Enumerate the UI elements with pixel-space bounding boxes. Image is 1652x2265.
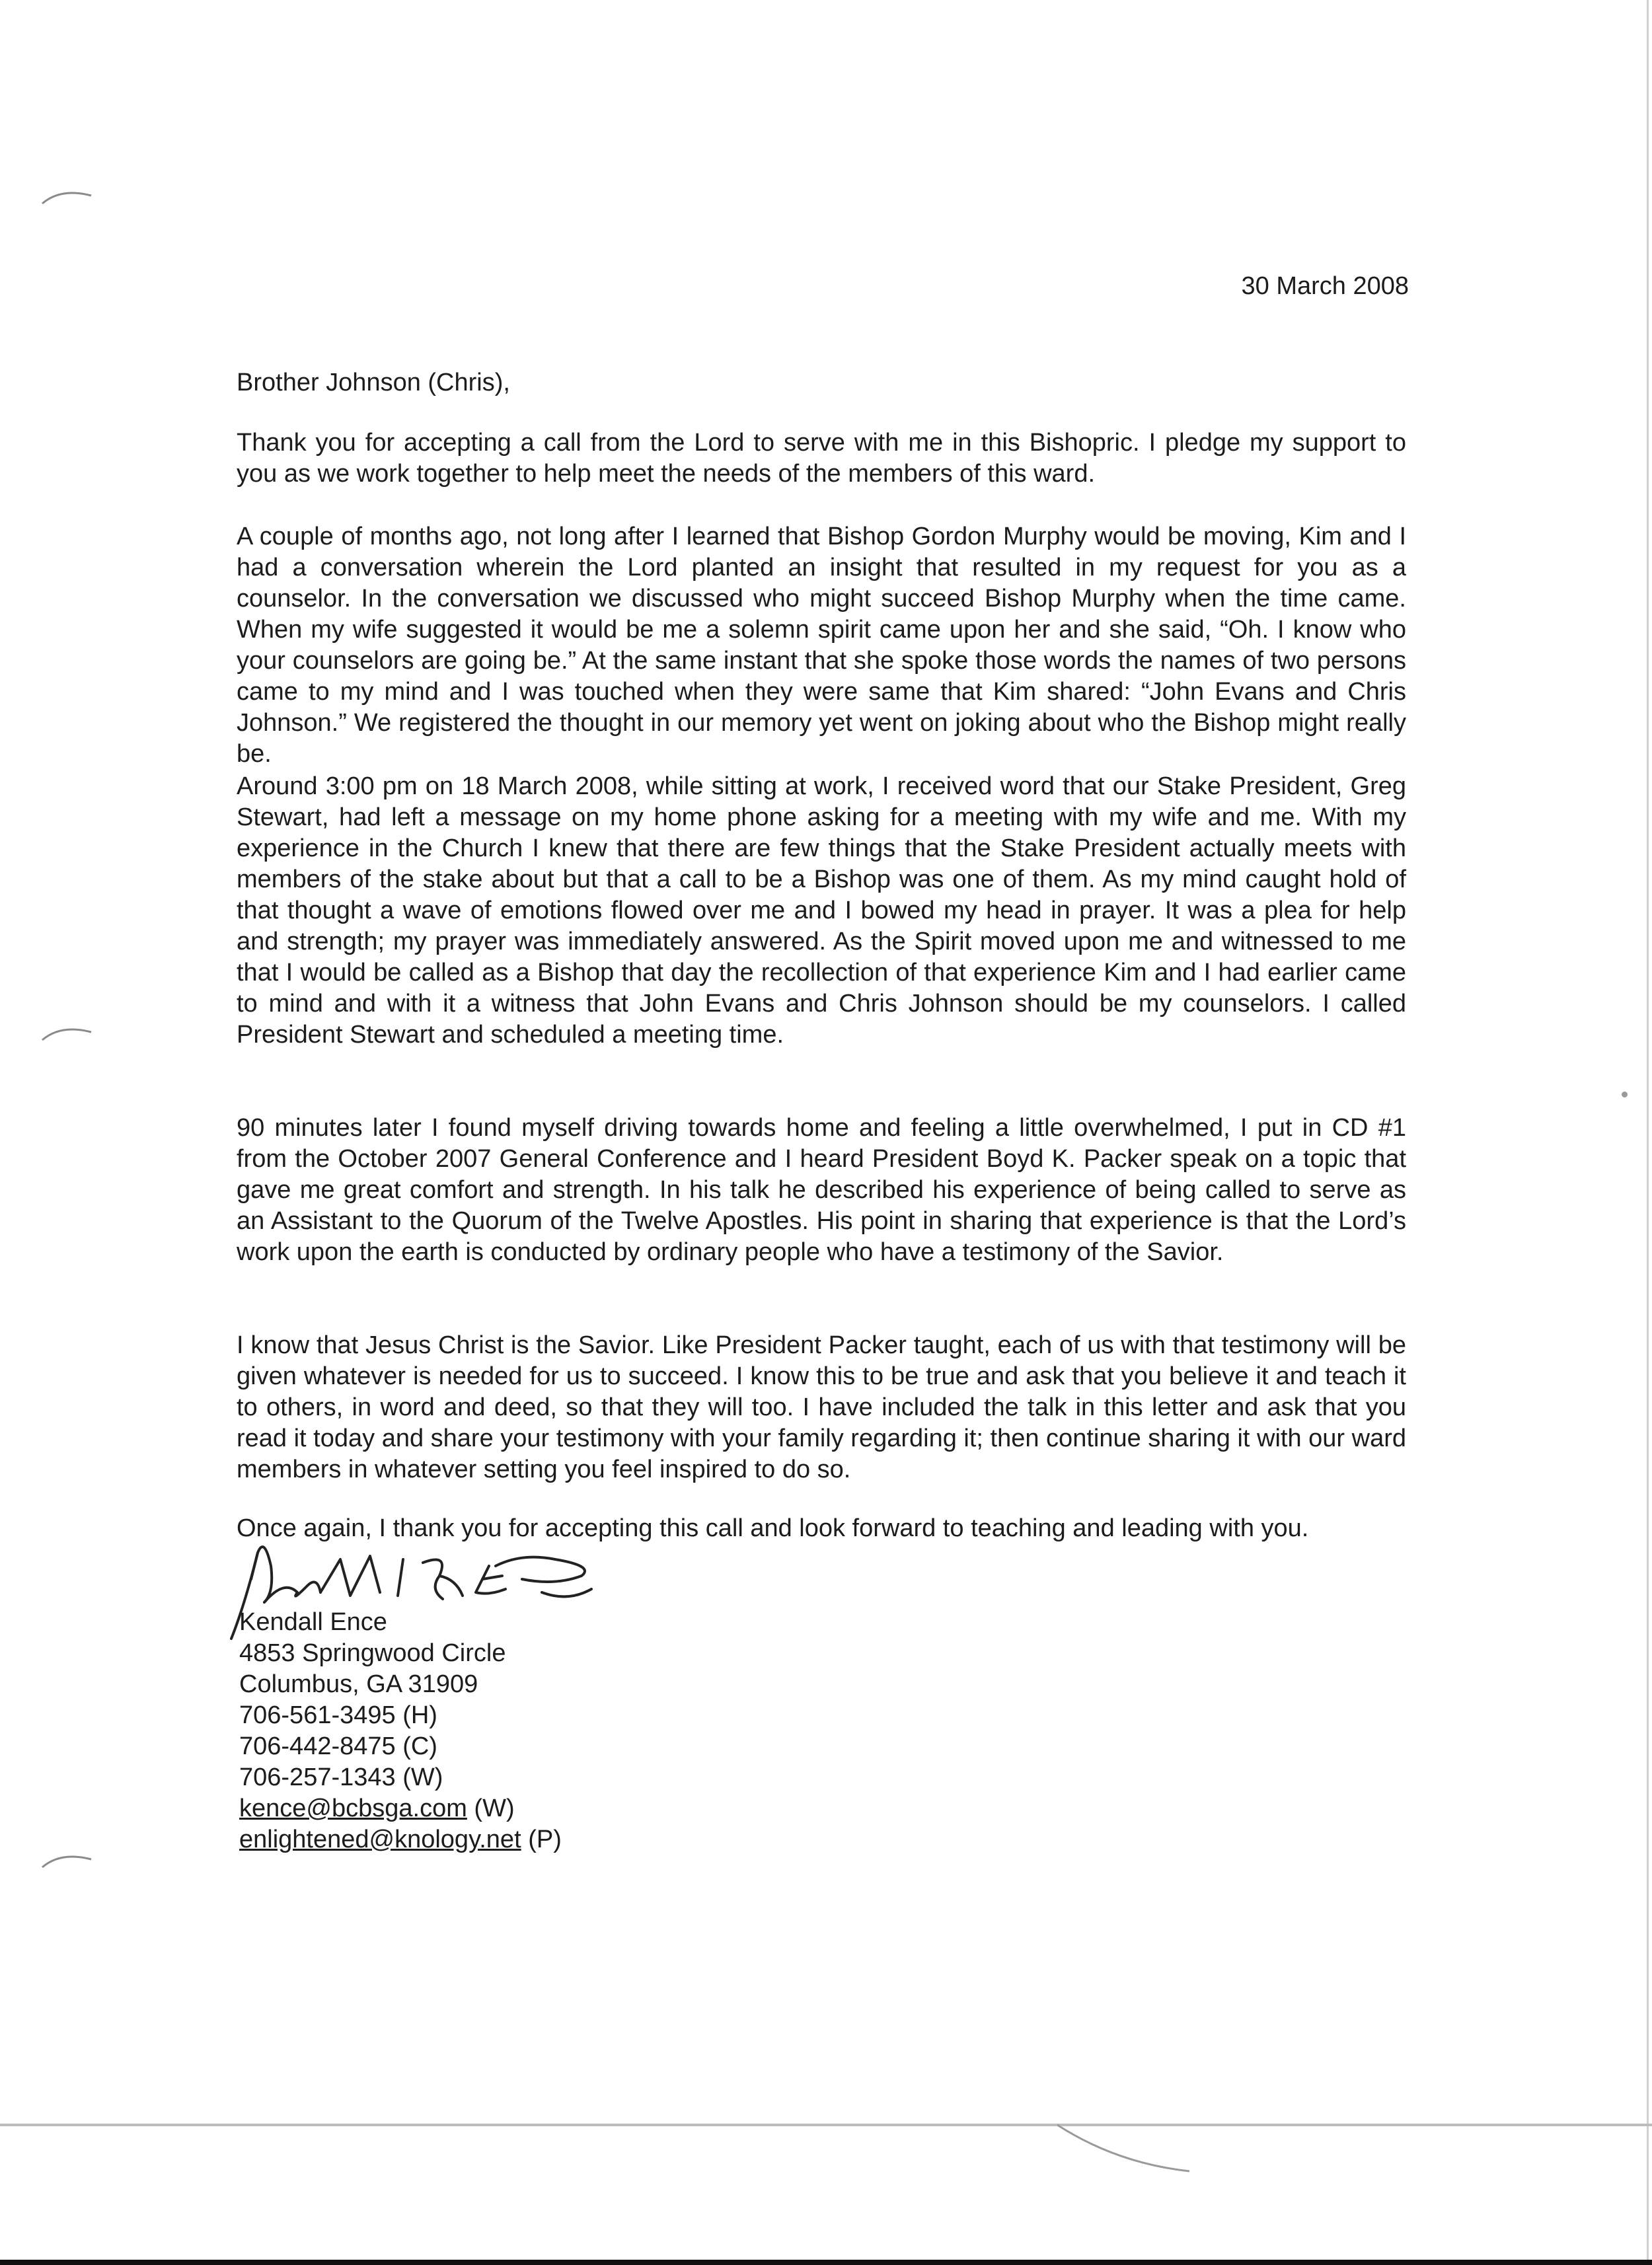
paragraph-1: Thank you for accepting a call from the Lord to serve with me in this Bishopric. I pledge my support to you as we work together to help meet the needs of the members of this ward. xyxy=(237,429,1406,488)
sender-block xyxy=(239,1607,562,1855)
paper-fold-mark xyxy=(1057,2124,1229,2183)
sender-email-personal-line xyxy=(239,1824,562,1855)
salutation: Brother Johnson (Chris), xyxy=(237,369,510,396)
paragraph-3: Around 3:00 pm on 18 March 2008, while sitting at work, I received word that our Stake President, Greg Stewart, had left a message on my home phone asking for a meeting with my wife and me. With my experience in the Church I knew that there are few things that the Stake President actually meets with members of the stake about but that a call to be a Bishop was one of them. As my mind caught hold of that thought a wave of emotions flowed over me and I bowed my head in prayer. It was a plea for help and strength; my prayer was immediately answered. As the Spirit moved upon me and witnessed to me that I would be called as a Bishop that day the recollection of that experience Kim and I had earlier came to mind and with it a witness that John Evans and Chris Johnson should be my counselors. I called President Stewart and scheduled a meeting time. xyxy=(237,772,1406,1049)
scan-bottom-border xyxy=(0,2260,1652,2265)
sender-phone-home: 706-561-3495 (H) xyxy=(239,1701,437,1729)
sender-phone-cell: 706-442-8475 (C) xyxy=(239,1732,437,1760)
sender-email-work-line xyxy=(239,1793,562,1824)
page-right-edge xyxy=(1647,0,1649,2265)
page-bottom-edge xyxy=(0,2124,1652,2126)
sender-phone-work: 706-257-1343 (W) xyxy=(239,1764,443,1791)
email-tag-work: (W) xyxy=(474,1795,515,1822)
email-tag-personal: (P) xyxy=(528,1826,562,1853)
sender-street: 4853 Springwood Circle xyxy=(239,1639,506,1667)
punch-hole-mark-bottom xyxy=(41,1850,94,1870)
paragraph-5: I know that Jesus Christ is the Savior. Like President Packer taught, each of us with that testimony will be given whatever is needed for us to succeed. I know this to be true and ask that you believe it and teach it to others, in word and deed, so that they will too. I have included the talk in this letter and ask that you read it today and share your testimony with your family regarding it; then continue sharing it with our ward members in whatever setting you feel inspired to do so. xyxy=(237,1331,1407,1483)
letter-date: 30 March 2008 xyxy=(1241,272,1409,300)
email-link-personal[interactable]: enlightened@knology.net xyxy=(239,1826,521,1853)
punch-hole-mark-middle xyxy=(41,1023,94,1043)
scan-speck xyxy=(1622,1092,1628,1097)
paragraph-2: A couple of months ago, not long after I learned that Bishop Gordon Murphy would be moving, Kim and I had a conversation wherein the Lord planted an insight that resulted in my request for you as a counselor. In the conversation we discussed who might succeed Bishop Murphy when the time came. When my wife suggested it would be me a solemn spirit came upon her and she said, “Oh. I know who your counselors are going be.” At the same instant that she spoke those words the names of two persons came to my mind and I was touched when they were same that Kim shared: “John Evans and Chris Johnson.” We registered the thought in our memory yet went on joking about who the Bishop might really be. xyxy=(237,523,1406,768)
paragraph-4: 90 minutes later I found myself driving towards home and feeling a little overwhelmed, I put in CD #1 from the October 2007 General Conference and I heard President Boyd K. Packer speak on a topic that gave me great comfort and strength. In his talk he described his experience of being called to serve as an Assistant to the Quorum of the Twelve Apostles. His point in sharing that experience is that the Lord’s work upon the earth is conducted by ordinary people who have a testimony of the Savior. xyxy=(237,1114,1406,1266)
closing-line: Once again, I thank you for accepting this call and look forward to teaching and leading with you. xyxy=(237,1514,1309,1542)
punch-hole-mark-top xyxy=(41,186,94,206)
email-link-work[interactable]: kence@bcbsga.com xyxy=(239,1795,467,1822)
sender-name: Kendall Ence xyxy=(239,1608,387,1636)
sender-city: Columbus, GA 31909 xyxy=(239,1670,478,1698)
